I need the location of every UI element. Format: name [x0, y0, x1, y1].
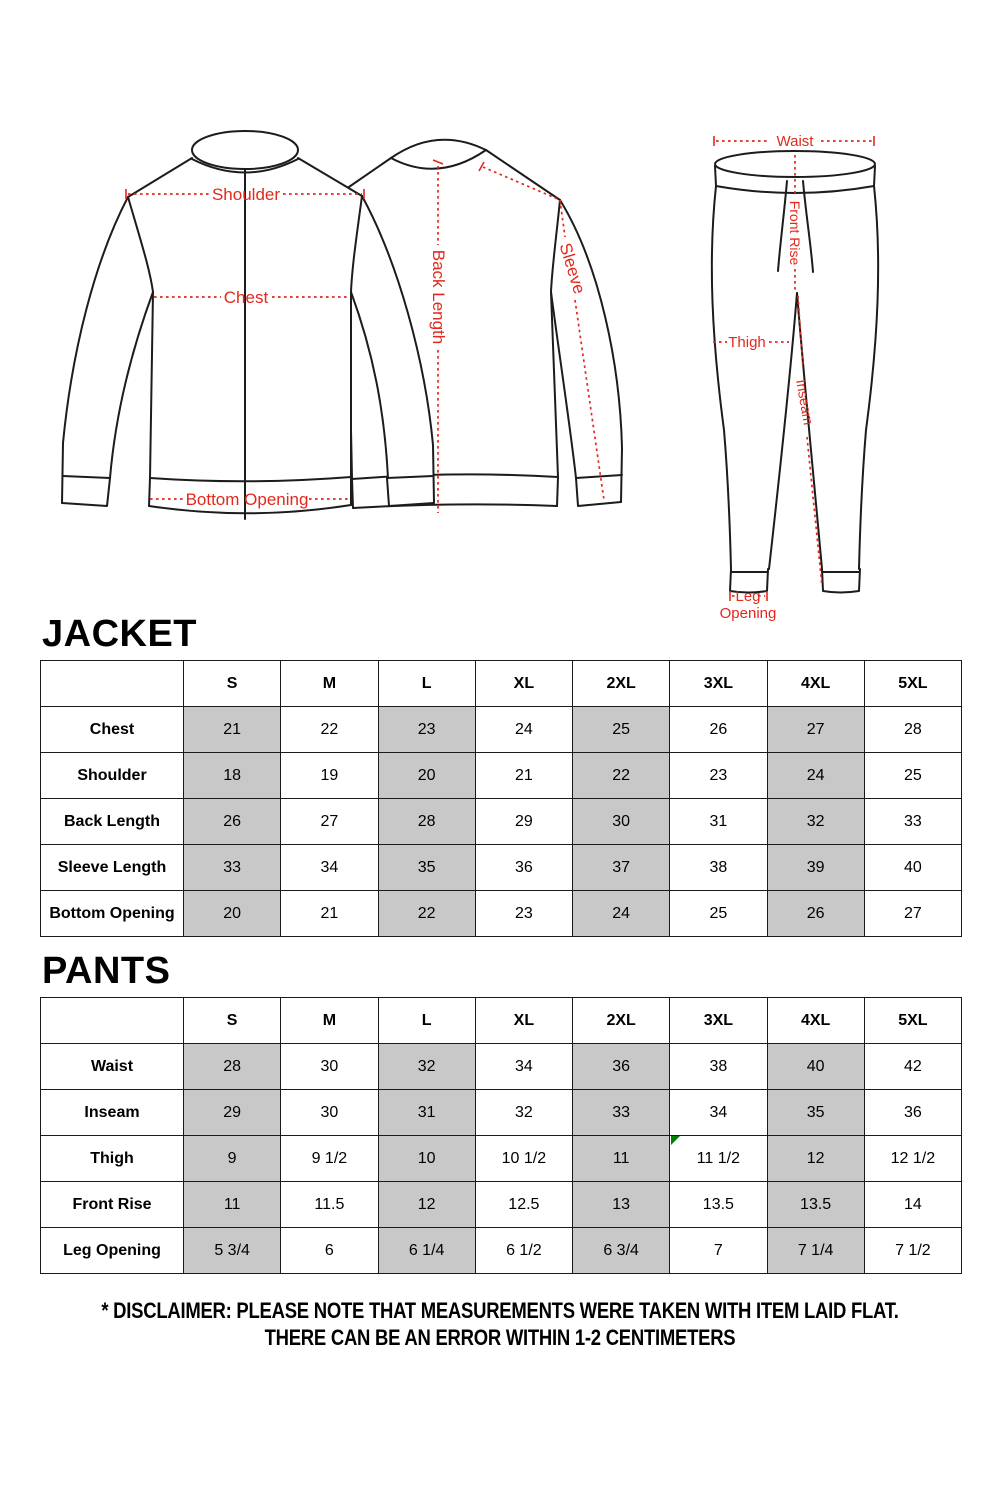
disclaimer-line-2: THERE CAN BE AN ERROR WITHIN 1-2 CENTIMETERS: [264, 1325, 736, 1350]
size-header-cell: 4XL: [767, 998, 864, 1044]
value-cell: 32: [475, 1090, 572, 1136]
disclaimer: [0, 1297, 1000, 1351]
disclaimer-line-1: * DISCLAIMER: PLEASE NOTE THAT MEASUREMENTS WERE TAKEN WITH ITEM LAID FLAT.: [101, 1298, 899, 1323]
size-header-cell: [41, 661, 184, 707]
value-cell: 10: [378, 1136, 475, 1182]
value-cell: 36: [573, 1044, 670, 1090]
value-cell: 33: [184, 845, 281, 891]
value-cell: 18: [184, 753, 281, 799]
value-cell: 33: [573, 1090, 670, 1136]
value-cell: 39: [767, 845, 864, 891]
leg-opening-measure-label-line1: Leg: [735, 588, 761, 605]
size-header-cell: S: [184, 661, 281, 707]
value-cell: 14: [864, 1182, 961, 1228]
bottom-opening-measure-label: Bottom Opening: [185, 490, 309, 509]
value-cell: 13: [573, 1182, 670, 1228]
value-cell: 31: [378, 1090, 475, 1136]
value-cell: 40: [864, 845, 961, 891]
size-header-cell: XL: [475, 998, 572, 1044]
back-length-measure-label: Back Length: [429, 249, 448, 345]
value-cell: 9 1/2: [281, 1136, 378, 1182]
chest-measure-label: Chest: [223, 288, 269, 307]
value-cell: 6 1/2: [475, 1228, 572, 1274]
value-cell: 13.5: [767, 1182, 864, 1228]
value-cell: 32: [767, 799, 864, 845]
value-cell: 36: [475, 845, 572, 891]
measurement-row: [41, 1182, 962, 1228]
row-label-cell: Front Rise: [41, 1182, 184, 1228]
size-guide-diagram: [0, 0, 1000, 632]
value-cell: 23: [475, 891, 572, 937]
value-cell: 30: [573, 799, 670, 845]
value-cell: 13.5: [670, 1182, 767, 1228]
value-cell: 25: [864, 753, 961, 799]
row-label-cell: Waist: [41, 1044, 184, 1090]
measurement-row: [41, 753, 962, 799]
size-header-cell: L: [378, 998, 475, 1044]
size-header-cell: 3XL: [670, 998, 767, 1044]
value-cell: 7 1/2: [864, 1228, 961, 1274]
row-label-cell: Bottom Opening: [41, 891, 184, 937]
size-header-row: [41, 661, 962, 707]
value-cell: 38: [670, 845, 767, 891]
value-cell: 38: [670, 1044, 767, 1090]
value-cell: 19: [281, 753, 378, 799]
row-label-cell: Sleeve Length: [41, 845, 184, 891]
value-cell: 7: [670, 1228, 767, 1274]
value-cell: 24: [475, 707, 572, 753]
measurement-row: [41, 845, 962, 891]
value-cell: 6 1/4: [378, 1228, 475, 1274]
value-cell: 12: [767, 1136, 864, 1182]
row-label-cell: Inseam: [41, 1090, 184, 1136]
size-header-cell: 5XL: [864, 661, 961, 707]
measurement-row: [41, 1136, 962, 1182]
value-cell: 5 3/4: [184, 1228, 281, 1274]
value-cell: 27: [767, 707, 864, 753]
value-cell: 30: [281, 1044, 378, 1090]
value-cell: 24: [767, 753, 864, 799]
size-header-cell: M: [281, 661, 378, 707]
measurement-row: [41, 891, 962, 937]
value-cell: 10 1/2: [475, 1136, 572, 1182]
value-cell: 21: [281, 891, 378, 937]
row-label-cell: Shoulder: [41, 753, 184, 799]
value-cell: 28: [864, 707, 961, 753]
size-header-cell: M: [281, 998, 378, 1044]
value-cell: 23: [378, 707, 475, 753]
value-cell: 11: [184, 1182, 281, 1228]
value-cell: 11.5: [281, 1182, 378, 1228]
value-cell: 25: [670, 891, 767, 937]
jacket-section-title: JACKET: [42, 613, 198, 655]
value-cell: 26: [670, 707, 767, 753]
leg-opening-measure-label-line2: Opening: [719, 605, 777, 622]
value-cell: 34: [281, 845, 378, 891]
size-header-cell: 2XL: [573, 998, 670, 1044]
value-cell: 27: [864, 891, 961, 937]
value-cell: 35: [767, 1090, 864, 1136]
value-cell: 12.5: [475, 1182, 572, 1228]
size-header-cell: S: [184, 998, 281, 1044]
value-cell: 22: [573, 753, 670, 799]
value-cell: 34: [670, 1090, 767, 1136]
value-cell: 12: [378, 1182, 475, 1228]
size-header-cell: 4XL: [767, 661, 864, 707]
row-label-cell: Chest: [41, 707, 184, 753]
pants-section-title: PANTS: [42, 950, 171, 992]
value-cell: 6: [281, 1228, 378, 1274]
size-header-row: [41, 998, 962, 1044]
value-cell: 20: [184, 891, 281, 937]
size-header-cell: [41, 998, 184, 1044]
value-cell: 28: [184, 1044, 281, 1090]
row-label-cell: Back Length: [41, 799, 184, 845]
measurement-row: [41, 1044, 962, 1090]
value-cell: 31: [670, 799, 767, 845]
value-cell: 30: [281, 1090, 378, 1136]
value-cell: 12 1/2: [864, 1136, 961, 1182]
value-cell: 20: [378, 753, 475, 799]
size-header-cell: 3XL: [670, 661, 767, 707]
value-cell: 23: [670, 753, 767, 799]
value-cell: 36: [864, 1090, 961, 1136]
sleeve-measure-label: Sleeve: [555, 240, 589, 297]
value-cell: 9: [184, 1136, 281, 1182]
row-label-cell: Thigh: [41, 1136, 184, 1182]
value-cell: 6 3/4: [573, 1228, 670, 1274]
size-header-cell: 5XL: [864, 998, 961, 1044]
value-cell: 26: [767, 891, 864, 937]
front-rise-measure-label: Front Rise: [787, 200, 803, 266]
value-cell: 32: [378, 1044, 475, 1090]
value-cell: 28: [378, 799, 475, 845]
value-cell: 40: [767, 1044, 864, 1090]
jacket-size-table: [40, 660, 962, 937]
value-cell: 27: [281, 799, 378, 845]
size-header-cell: L: [378, 661, 475, 707]
value-cell: 35: [378, 845, 475, 891]
value-cell: 26: [184, 799, 281, 845]
value-cell: 24: [573, 891, 670, 937]
measurement-row: [41, 799, 962, 845]
value-cell: 11: [573, 1136, 670, 1182]
value-cell: 34: [475, 1044, 572, 1090]
value-cell: 33: [864, 799, 961, 845]
pants-size-table: [40, 997, 962, 1274]
value-cell: 22: [378, 891, 475, 937]
inseam-measure-label: Inseam: [793, 378, 817, 427]
value-cell: 22: [281, 707, 378, 753]
value-cell: 29: [184, 1090, 281, 1136]
value-cell: 42: [864, 1044, 961, 1090]
thigh-measure-label: Thigh: [728, 334, 766, 351]
cell-corner-marker: [671, 1136, 680, 1145]
value-cell: 11 1/2: [670, 1136, 767, 1182]
value-cell: 21: [184, 707, 281, 753]
value-cell: 37: [573, 845, 670, 891]
value-cell: 29: [475, 799, 572, 845]
size-header-cell: XL: [475, 661, 572, 707]
size-header-cell: 2XL: [573, 661, 670, 707]
row-label-cell: Leg Opening: [41, 1228, 184, 1274]
value-cell: 7 1/4: [767, 1228, 864, 1274]
measurement-row: [41, 1090, 962, 1136]
value-cell: 25: [573, 707, 670, 753]
measurement-row: [41, 1228, 962, 1274]
measurement-row: [41, 707, 962, 753]
value-cell: 21: [475, 753, 572, 799]
waist-measure-label: Waist: [776, 133, 814, 150]
shoulder-measure-label: Shoulder: [211, 185, 281, 204]
